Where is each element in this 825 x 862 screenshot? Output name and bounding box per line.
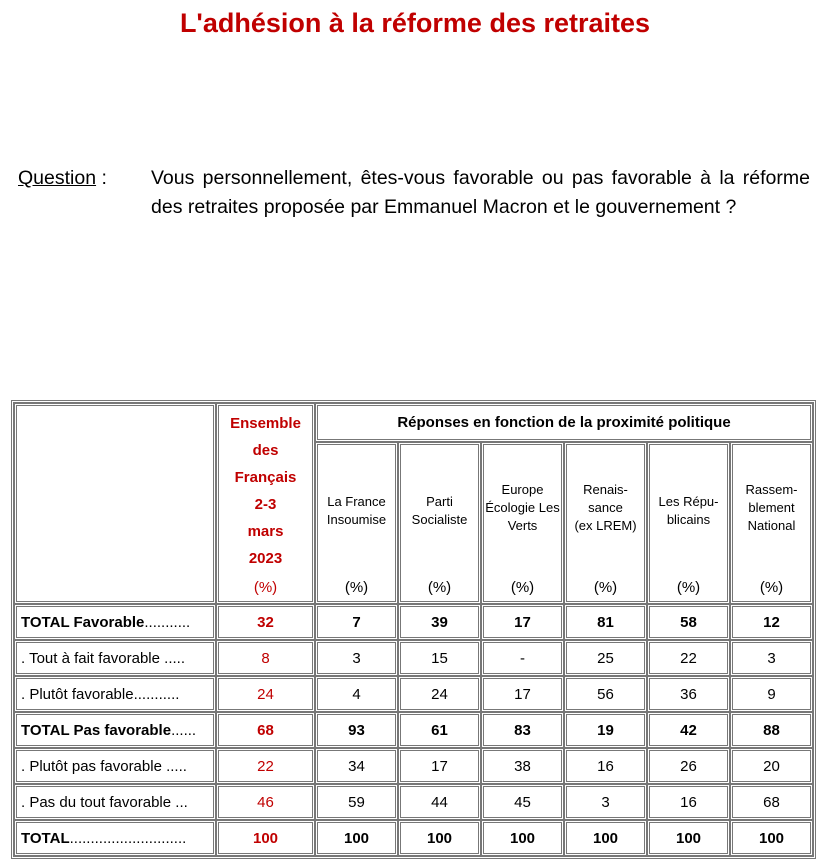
ensemble-unit: (%)	[253, 579, 278, 596]
party-header	[481, 442, 564, 604]
party-value: 19	[564, 712, 647, 748]
party-value: 17	[481, 604, 564, 640]
row-label	[14, 712, 216, 748]
row-label	[14, 640, 216, 676]
row-label	[14, 784, 216, 820]
row-label-text: TOTAL	[21, 829, 70, 847]
party-value: 25	[564, 640, 647, 676]
party-name-line: Renais-	[583, 481, 628, 497]
party-name-line: blement	[748, 499, 795, 515]
header-empty-cell	[14, 403, 216, 604]
party-value: 56	[564, 676, 647, 712]
party-unit: (%)	[759, 579, 784, 596]
party-value: 16	[647, 784, 730, 820]
party-value: 81	[564, 604, 647, 640]
row-label-text: . Plutôt favorable	[21, 685, 134, 703]
party-name-line: Rassem-	[745, 481, 798, 497]
party-value: 100	[398, 820, 481, 856]
party-header	[730, 442, 813, 604]
ensemble-line: 2-3	[254, 496, 277, 513]
results-table	[11, 400, 816, 859]
party-value: 20	[730, 748, 813, 784]
party-name-line: (ex LREM)	[574, 517, 637, 533]
ensemble-line: Français	[234, 469, 297, 486]
party-value: 58	[647, 604, 730, 640]
party-value: 16	[564, 748, 647, 784]
row-label	[14, 604, 216, 640]
question-text: Vous personnellement, êtes-vous favorable ou pas favorable à la réforme des retraites proposée par Emmanuel Macron et le gouvernement ?	[151, 167, 810, 218]
party-value: 38	[481, 748, 564, 784]
party-value: -	[481, 640, 564, 676]
question-separator: :	[96, 167, 107, 189]
ensemble-value: 46	[216, 784, 315, 820]
party-value: 45	[481, 784, 564, 820]
party-name-line: sance	[588, 499, 623, 515]
party-name-line: Insoumise	[326, 511, 387, 527]
party-header	[398, 442, 481, 604]
question-label	[18, 164, 107, 193]
party-name-line: Les Répu-	[658, 493, 719, 509]
question-label-text: Question	[18, 167, 97, 189]
row-label-dots: .....	[161, 757, 187, 775]
party-value: 9	[730, 676, 813, 712]
party-unit: (%)	[344, 579, 369, 596]
party-value: 3	[315, 640, 398, 676]
row-label-dots: .....	[159, 649, 185, 667]
table-row	[14, 748, 813, 784]
party-value: 100	[481, 820, 564, 856]
ensemble-line: mars	[247, 523, 284, 540]
party-name	[567, 481, 644, 535]
party-value: 26	[647, 748, 730, 784]
row-label	[14, 748, 216, 784]
party-name	[733, 481, 810, 535]
party-name-line: Verts	[507, 517, 538, 533]
party-value: 3	[564, 784, 647, 820]
party-value: 100	[730, 820, 813, 856]
party-value: 4	[315, 676, 398, 712]
row-label-text: TOTAL Favorable	[21, 613, 145, 631]
row-label-text: . Tout à fait favorable	[21, 649, 160, 667]
party-unit: (%)	[676, 579, 701, 596]
row-label-dots: ............................	[69, 829, 187, 847]
header-group-proximity: Réponses en fonction de la proximité politique	[315, 403, 813, 442]
party-name-line: Parti	[426, 493, 453, 509]
party-header	[315, 442, 398, 604]
question-block	[18, 164, 810, 222]
party-value: 36	[647, 676, 730, 712]
party-value: 61	[398, 712, 481, 748]
party-name-line: blicains	[666, 511, 711, 527]
row-label-text: . Pas du tout favorable	[21, 793, 172, 811]
party-value: 7	[315, 604, 398, 640]
party-unit: (%)	[593, 579, 618, 596]
party-value: 17	[398, 748, 481, 784]
party-value: 12	[730, 604, 813, 640]
row-label-dots: ...	[171, 793, 188, 811]
ensemble-value: 32	[216, 604, 315, 640]
party-name-line: Socialiste	[411, 511, 468, 527]
party-value: 100	[315, 820, 398, 856]
table-row	[14, 784, 813, 820]
party-value: 100	[647, 820, 730, 856]
party-value: 22	[647, 640, 730, 676]
ensemble-value: 68	[216, 712, 315, 748]
party-name-line: Écologie Les	[485, 499, 560, 515]
party-value: 44	[398, 784, 481, 820]
page-title: L'adhésion à la réforme des retraites	[179, 8, 651, 38]
ensemble-value: 100	[216, 820, 315, 856]
party-value: 68	[730, 784, 813, 820]
party-value: 42	[647, 712, 730, 748]
party-name	[401, 493, 478, 529]
party-value: 15	[398, 640, 481, 676]
table-row	[14, 712, 813, 748]
ensemble-value: 24	[216, 676, 315, 712]
row-label	[14, 676, 216, 712]
row-label-dots: ...........	[144, 613, 191, 631]
party-header	[647, 442, 730, 604]
party-value: 100	[564, 820, 647, 856]
row-label-dots: ......	[171, 721, 197, 739]
party-value: 39	[398, 604, 481, 640]
ensemble-value: 22	[216, 748, 315, 784]
row-label-text: . Plutôt pas favorable	[21, 757, 162, 775]
party-name-line: Europe	[501, 481, 544, 497]
row-label	[14, 820, 216, 856]
table-row	[14, 640, 813, 676]
party-unit: (%)	[427, 579, 452, 596]
party-name	[650, 493, 727, 529]
row-label-text: TOTAL Pas favorable	[21, 721, 172, 739]
table-row	[14, 604, 813, 640]
party-name-line: National	[747, 517, 796, 533]
row-label-dots: ...........	[133, 685, 180, 703]
table-body	[14, 604, 813, 856]
table-row	[14, 820, 813, 856]
party-value: 24	[398, 676, 481, 712]
party-value: 34	[315, 748, 398, 784]
party-value: 83	[481, 712, 564, 748]
ensemble-line: Ensemble	[230, 415, 301, 432]
party-value: 17	[481, 676, 564, 712]
header-ensemble	[216, 403, 315, 604]
party-unit: (%)	[510, 579, 535, 596]
table-row	[14, 676, 813, 712]
party-value: 59	[315, 784, 398, 820]
party-value: 3	[730, 640, 813, 676]
ensemble-line: des	[252, 442, 279, 459]
party-value: 88	[730, 712, 813, 748]
party-name	[318, 493, 395, 529]
party-name	[484, 481, 561, 535]
ensemble-value: 8	[216, 640, 315, 676]
ensemble-line: 2023	[248, 550, 283, 567]
party-name-line: La France	[327, 493, 386, 509]
party-header	[564, 442, 647, 604]
party-value: 93	[315, 712, 398, 748]
